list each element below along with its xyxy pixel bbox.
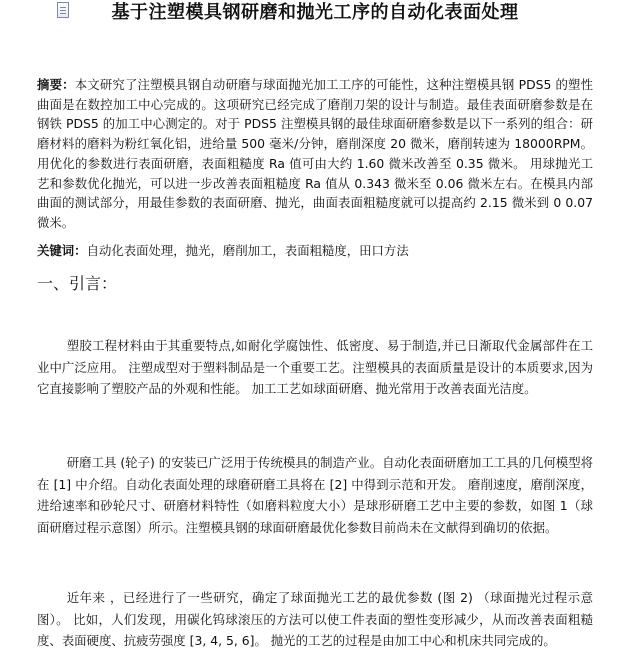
body-paragraph-3: 近年来 ，已经进行了一些研究，确定了球面抛光工艺的最优参数 (图 2) （球面抛光过程示意图）。 比如，人们发现，用碳化钨球滚压的方法可以使工件表面的塑性变形减少，从而改善表面粗糙度、表面硬度、抗疲劳强度 [3, 4, 5, 6]。 抛光的工艺的过程是由加工中心和机床共同完成的。 <box>37 590 593 648</box>
abstract-label: 摘要： <box>37 77 75 92</box>
body-paragraph-1: 塑胶工程材料由于其重要特点,如耐化学腐蚀性、低密度、易于制造,并已日渐取代金属部件在工业中广泛应用。 注塑成型对于塑料制品是一个重要工艺。注塑模具的表面质量是设计的本质要求,因为它直接影响了塑胶产品的外观和性能。 加工工艺如球面研磨、抛光常用于改善表面光洁度。 <box>37 338 593 396</box>
abstract <box>37 75 593 233</box>
keywords-text: 自动化表面处理，抛光，磨削加工，表面粗糙度，田口方法 <box>86 243 409 258</box>
keywords <box>37 241 593 260</box>
body-paragraph-2: 研磨工具 (轮子) 的安装已广泛用于传统模具的制造产业。自动化表面研磨加工工具的几何模型将在 [1] 中介绍。自动化表面处理的球磨研磨工具将在 [2] 中得到示范和开发。 磨削速度，磨削深度，进给速率和砂轮尺寸、研磨材料特性（如磨料粒度大小）是球形研磨工艺中主要的参数，如图 1（球面研磨过程示意图）所示。注塑模具钢的球面研磨最优化参数目前尚未在文献得到确切的依据。 <box>37 455 593 535</box>
abstract-text: 本文研究了注塑模具钢自动研磨与球面抛光加工工序的可能性，这种注塑模具钢 PDS5 的塑性曲面是在数控加工中心完成的。这项研究已经完成了磨削刀架的设计与制造。最佳表面研磨参数是在钢铁 PDS5 的加工中心测定的。对于 PDS5 注塑模具钢的最佳球面研磨参数是以下一系列的组合：研磨材料的磨料为粉红氧化铝，进给量 500 毫米/分钟，磨削深度 20 微米，磨削转速为 18000RPM。用优化的参数进行表面研磨，表面粗糙度 Ra 值可由大约 1.60 微米改善至 0.35 微米。 用球抛光工艺和参数优化抛光，可以进一步改善表面粗糙度 Ra 值从 0.343 微米至 0.06 微米左右。在模具内部曲面的测试部分，用最佳参数的表面研磨、抛光，曲面表面粗糙度就可以提高约 2.15 微米到 0 0.07 微米。 <box>37 77 594 230</box>
page-title: 基于注塑模具钢研磨和抛光工序的自动化表面处理 <box>111 2 519 23</box>
keywords-label: 关键词： <box>37 243 87 258</box>
section-heading-introduction: 一、引言： <box>37 274 118 293</box>
